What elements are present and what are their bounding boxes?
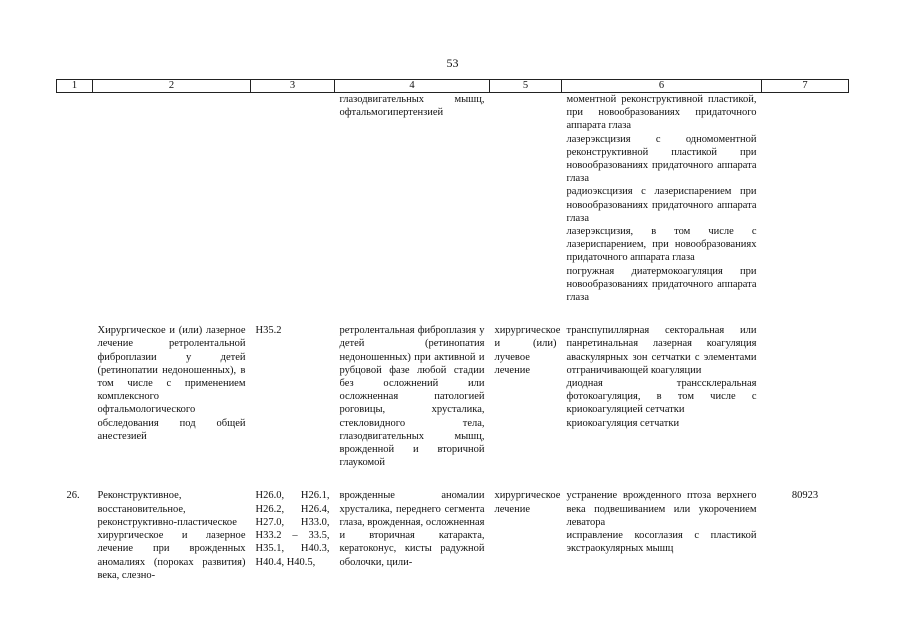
column-header-7: 7: [762, 80, 849, 93]
method-line: устранение врожденного птоза верхнего века подвешиванием или укорочением леватора: [566, 490, 757, 528]
column-header-5: 5: [490, 80, 562, 93]
table-row: [57, 93, 849, 305]
method-line: погружная диатермокоагуляция при новообразованиях придаточного аппарата глаза: [566, 265, 757, 304]
row-method: [562, 489, 762, 581]
row-gap: [57, 304, 849, 324]
column-number-row: [57, 80, 849, 93]
row-number: [57, 93, 93, 305]
row-model: ретролентальная фиброплазия у детей (ретинопатия недоношенных) при активной и рубцовой фазе любой стадии без осложнений или осложненная патологией роговицы, хрусталика, стекловидного тела, глазодвигательных мышц, врожденной и вторичной глаукомой: [339, 325, 485, 469]
row-cost: [762, 93, 849, 305]
table-row: [57, 489, 849, 581]
row-codes: H35.2: [255, 325, 282, 337]
row-kind: хирургическое и (или) лучевое лечение: [494, 325, 561, 376]
method-line: диодная транссклеральная фотокоагуляция, в том числе с криокоагуляцией сетчатки: [566, 378, 757, 416]
column-header-2: 2: [93, 80, 251, 93]
row-model: врожденные аномалии хрусталика, переднего сегмента глаза, врожденная, осложненная и вторичная катаракта, кератоконус, кисты радужной оболочки, цили-: [339, 490, 485, 568]
column-header-6: 6: [562, 80, 762, 93]
row-kind: хирургическое лечение: [494, 490, 561, 515]
row-number: 26.: [66, 490, 80, 502]
row-cost: [762, 324, 849, 469]
row-name: Хирургическое и (или) лазерное лечение ретролентальной фиброплазии у детей (ретинопатии недоношенных), в том числе с применением комплексного офтальмологического обследования под общей анестезией: [97, 325, 246, 442]
procedures-table: [56, 79, 849, 582]
row-codes: H26.0, H26.1, H26.2, H26.4, H27.0, H33.0, H33.2 – 33.5, H35.1, H40.3, H40.4, H40.5,: [255, 490, 330, 568]
method-line: криокоагуляция сетчатки: [566, 417, 680, 429]
method-line: транспупиллярная секторальная или панретинальная лазерная коагуляция аваскулярных зон сетчатки с элементами отграничивающей коагуляции: [566, 325, 757, 376]
row-method: [562, 93, 762, 305]
row-number: [57, 324, 93, 469]
method-line: лазерэксцизия, в том числе с лазериспарением, при новообразованиях придаточного аппарата глаза: [566, 226, 757, 264]
row-cost: 80923: [791, 490, 819, 502]
row-name: [93, 93, 251, 305]
row-kind: [490, 93, 562, 305]
column-header-3: 3: [251, 80, 335, 93]
method-line: лазерэксцизия с одномоментной реконструктивной пластикой при новообразованиях придаточного аппарата глаза: [566, 133, 757, 185]
method-line: исправление косоглазия с пластикой экстраокулярных мышц: [566, 530, 757, 555]
row-gap: [57, 469, 849, 489]
row-model: глазодвигательных мышц, офтальмогипертензией: [339, 94, 485, 119]
column-header-1: 1: [57, 80, 93, 93]
row-method: [562, 324, 762, 469]
page-number: 53: [446, 56, 459, 70]
method-line: моментной реконструктивной пластикой, при новообразованиях придаточного аппарата глаза: [566, 94, 757, 132]
row-name: Реконструктивное, восстановительное, реконструктивно-пластическое хирургическое и лазерное лечение при врожденных аномалиях (пороках развития) века, слезно-: [97, 490, 246, 581]
column-header-4: 4: [335, 80, 490, 93]
table-row: [57, 324, 849, 469]
row-codes: [251, 93, 335, 305]
method-line: радиоэксцизия с лазериспарением при новообразованиях придаточного аппарата глаза: [566, 186, 757, 224]
